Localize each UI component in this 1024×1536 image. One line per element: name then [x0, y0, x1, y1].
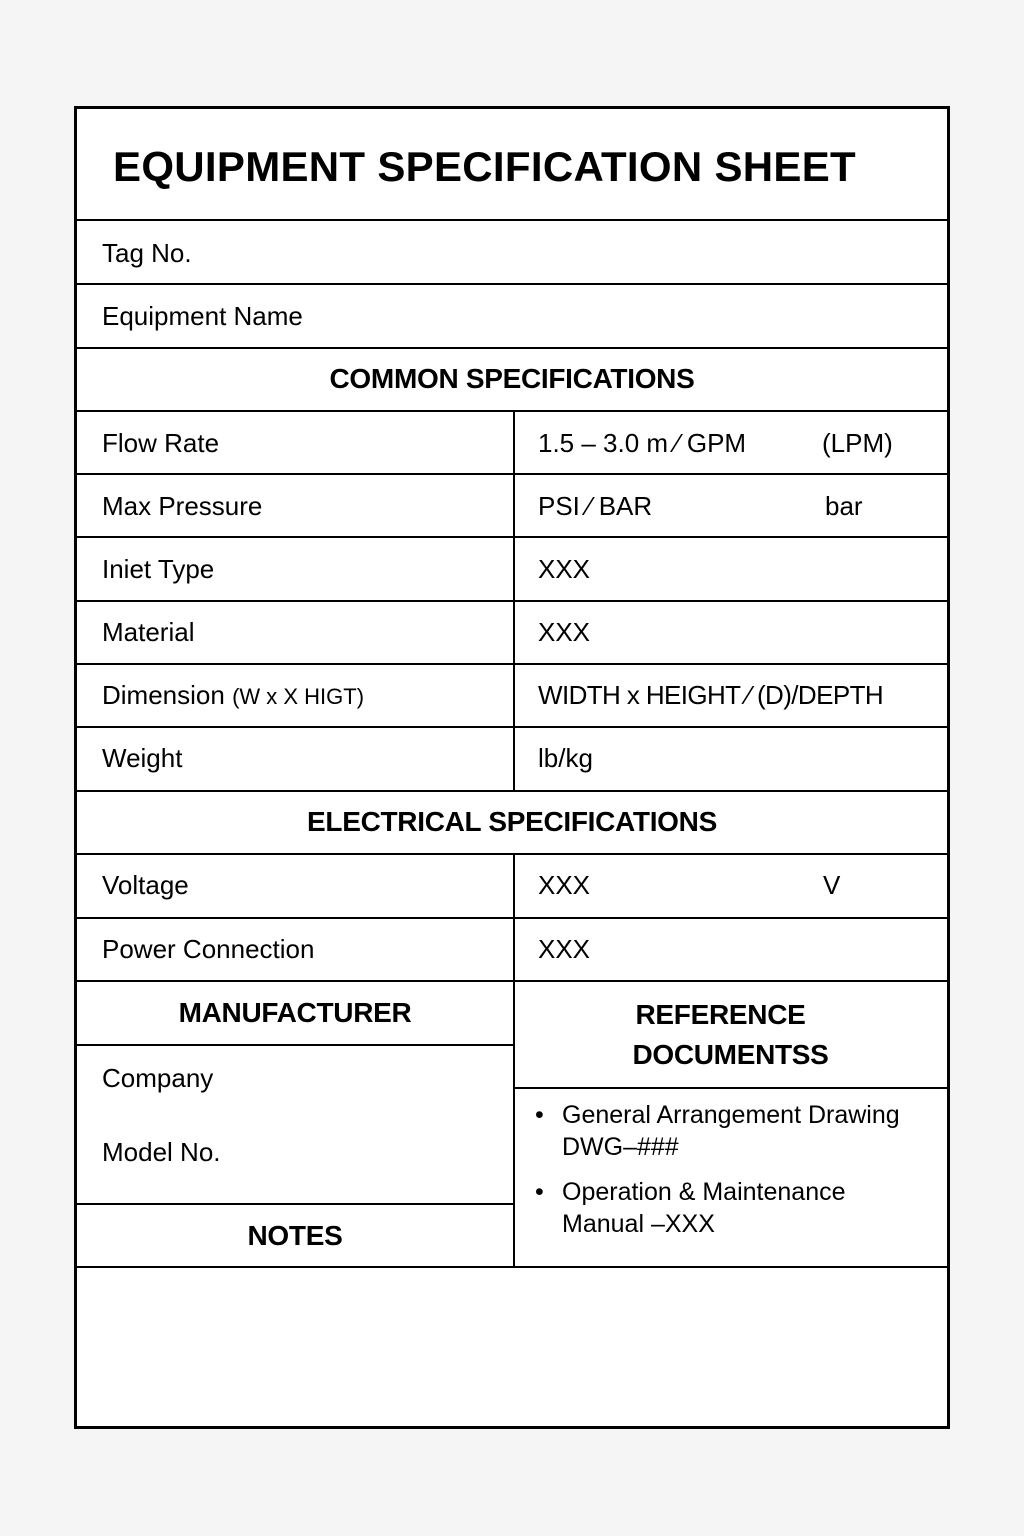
inlet-type-value[interactable]: XXX	[538, 554, 591, 584]
power-connection-label: Power Connection	[102, 934, 315, 964]
divider	[77, 917, 947, 919]
material-label: Material	[102, 617, 195, 647]
bullet-icon: •	[535, 1178, 544, 1206]
divider	[77, 726, 947, 728]
power-connection-value[interactable]: XXX	[538, 934, 591, 964]
reference-item-line1: General Arrangement Drawing	[562, 1101, 900, 1129]
reference-heading-line1: REFERENCE	[635, 999, 806, 1030]
weight-value[interactable]: lb/kg	[538, 743, 593, 773]
weight-label: Weight	[102, 743, 183, 773]
reference-item-line2: DWG–###	[562, 1133, 679, 1161]
max-pressure-label: Max Pressure	[102, 491, 263, 521]
divider	[77, 663, 947, 665]
notes-area[interactable]	[77, 1269, 947, 1426]
tag-no-label: Tag No.	[102, 238, 192, 268]
material-value[interactable]: XXX	[538, 617, 591, 647]
inlet-type-label: Iniet Type	[102, 554, 215, 584]
reference-documents-list	[515, 1099, 945, 1253]
divider	[77, 980, 947, 982]
max-pressure-unit: bar	[825, 491, 863, 521]
divider	[77, 473, 947, 475]
dimension-label-text: Dimension	[102, 680, 225, 710]
reference-heading-line2: DOCUMENTSS	[632, 1039, 829, 1070]
divider	[77, 600, 947, 602]
bullet-icon: •	[535, 1101, 544, 1129]
tag-no-field[interactable]	[257, 221, 947, 283]
dimension-value[interactable]: WIDTH x HEIGHT ⁄ (D)/DEPTH	[538, 680, 884, 710]
voltage-value[interactable]: XXX	[538, 870, 591, 900]
model-no-label: Model No.	[102, 1137, 221, 1167]
divider	[77, 536, 947, 538]
flow-rate-label: Flow Rate	[102, 428, 220, 458]
equipment-name-label: Equipment Name	[102, 301, 303, 331]
dimension-label	[102, 680, 364, 711]
max-pressure-value[interactable]: PSI ⁄ BAR	[538, 491, 653, 521]
divider	[77, 853, 947, 855]
divider	[77, 1203, 514, 1205]
divider	[77, 347, 947, 349]
manufacturer-heading: MANUFACTURER	[178, 997, 412, 1028]
divider	[77, 790, 947, 792]
company-label: Company	[102, 1063, 214, 1093]
voltage-label: Voltage	[102, 870, 189, 900]
common-specifications-heading: COMMON SPECIFICATIONS	[329, 363, 695, 394]
notes-heading: NOTES	[247, 1220, 343, 1251]
divider	[77, 410, 947, 412]
equipment-name-field[interactable]	[357, 285, 947, 347]
reference-item-om-manual[interactable]	[515, 1176, 945, 1240]
flow-rate-unit: (LPM)	[822, 428, 893, 458]
divider	[514, 1087, 947, 1089]
flow-rate-value[interactable]: 1.5 – 3.0 m ⁄ GPM	[538, 428, 747, 458]
divider	[77, 1044, 514, 1046]
reference-item-line2: Manual –XXX	[562, 1210, 715, 1238]
reference-documents-heading	[514, 995, 947, 1075]
specification-sheet	[74, 106, 950, 1429]
dimension-label-suffix: (W x X HIGT)	[232, 684, 365, 709]
electrical-specifications-heading: ELECTRICAL SPECIFICATIONS	[307, 806, 717, 837]
divider	[77, 1266, 947, 1268]
page-title: EQUIPMENT SPECIFICATION SHEET	[113, 143, 856, 190]
voltage-unit: V	[823, 870, 841, 900]
reference-item-ga-drawing[interactable]	[515, 1099, 945, 1163]
reference-item-line1: Operation & Maintenance	[562, 1178, 846, 1206]
